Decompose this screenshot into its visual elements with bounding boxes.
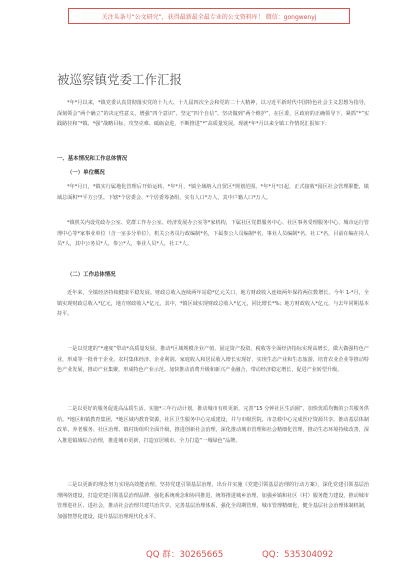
subsection-heading-unit: （一）单位概况 <box>67 170 105 176</box>
footer-qq-2: QQ：535304092 <box>262 550 334 560</box>
footer-qq-1: QQ 群：30265665 <box>146 550 224 560</box>
section-heading-1: 一、基本情况和工作总体情况 <box>57 156 128 162</box>
subsection-heading-work: （二）工作总体情况 <box>67 272 116 278</box>
intro-paragraph: *年*月以来，*镇党委认真贯彻落实党的十九大、十九届四次全会和党的二十大精神，以习近平新时代中国特色社会主义思想为指导，深刻领会“两个确立”的决定性意义，增强“四个意识”、坚定“四个自信”、坚决做到“两个维护”，在区委、区政府的正确领导下，紧抓“*”实践路径和“*镇、*强”战略目标，攻坚克难、砥砺奋进，不断推进“*”高质量发展。现就*年*月以来全镇工作情况汇报如下： <box>57 100 369 127</box>
work-paragraph-3: 二是以更好的服务促进高品质生活。实施*三年行动计划，推动城市有机更新，完善“15 分钟社区生活圈”，加快优质均衡的公共服务供给。*地区和镇教育集团，*地区域内教育资源，社区卫生服务中心完成建设，并与市级医院、市急救中心完成医疗资源共享。推动基层体制改革、养老服务、社区治理、镇村街组织全面升级，推进创新社会治理，深化推动城市管理和社会精细化管理，推动生态环境持续改善，深入推进镇域综合治理，推进城市更新，打造宜居城市，全力打造“一城绿色”品牌。 <box>57 406 369 444</box>
work-paragraph-2: 一是以党建的“*速度”带动*高质量发展。推动*区域规模企业产值、固定资产投资、税收等全面经济指标实现高增长。做大做强特色产业，形成等一批骨干企业。农村集体经济、企业利润、家庭收入和居民收入增长实现好，实现生态产业和生态旅游，培育农业企业等推动特色产业发展，推动产业集聚，形成特色产业示范。加快推动消费升级和新兴产业融合，带动经济稳定增长，促进产业转型升级。 <box>57 346 369 373</box>
work-paragraph-1: 近年来，全镇经济持续健康平稳发展。财政总收入连续两年站稳*亿元关口，地方财政收入连续两年保持两位数增长。今年 1-*月，全镇实现财政总收入*亿元，地方财政收入*亿元，其中，*镇区域实现财政总收入*亿元，同比增长*%；地方财政收入*亿元，与去年同期基本持平。 <box>57 290 369 317</box>
work-paragraph-4: 三是以更新的理念努力实现高效能治理。坚持党建引领基层治理，出台并实施《党建引领基层治理的行动方案》，深化党建引领基层治理网络建设，打造党建引领基层治理品牌，强化系统观念和协同推进，统筹推进城乡治理，加强乡镇和社区（村）服务能力建设，推动城市管理进社区、进社会，推动社会治理共建共治共享，完善基层治理体系，强化全周期管理，城市管理精细化，健全基层社会治理体制机制，加强智慧化建设，提升基层治理现代化水平。 <box>57 482 369 520</box>
page-title: 被巡察镇党委工作汇报 <box>57 72 183 87</box>
unit-paragraph-1: *年*月日，*镇实行属地化管理后开始运转。*年*月，*镇全域纳入自贸区*规划范围。*年*月*日起，正式接收*园区社会管理职能，镇域总面积**平方公里。下辖*个居委会、*个居委筹备组，实有人口*万人，其中户籍人口*万人。 <box>57 184 369 201</box>
promo-banner: 关注头条号“公文研究”，获得最新最全最专业的公文资料库！ 微信：gongwenyj <box>68 8 350 24</box>
unit-paragraph-2: *镇机关内设党政办公室、党群工作办公室、经济发展办公室等*家机构，下属社区党群服务中心、社区事务受理服务中心、城市运行管理中心等*家事业单位（含一室多分单位），机关公务员行政编制*名，下属参公人员编制*名，事业人员编制*名，社工*名，目前在编在岗人员*人，其中公务员*人，参公*人，事业人员*人，社工*人。 <box>57 220 369 247</box>
